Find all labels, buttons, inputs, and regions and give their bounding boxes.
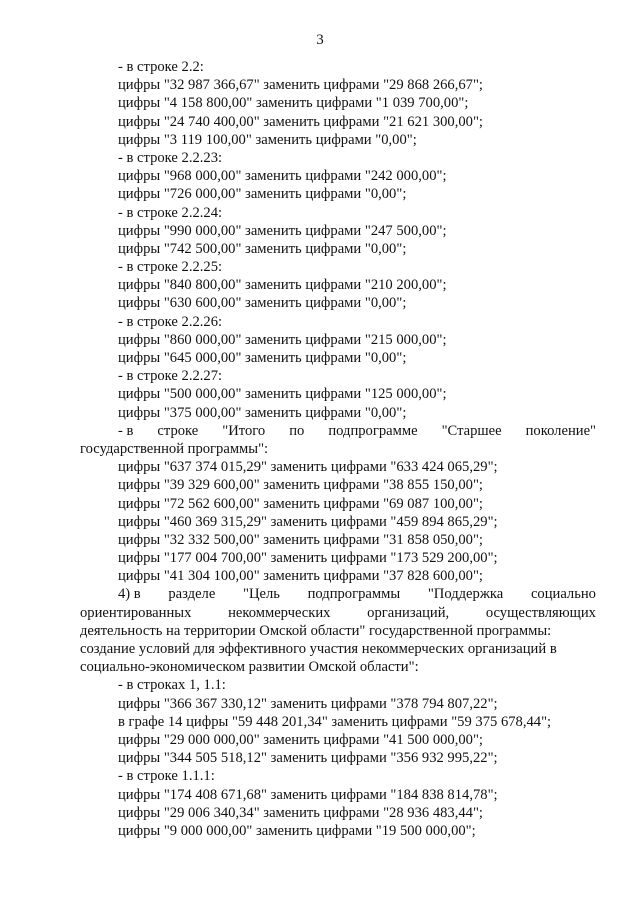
- text-line: цифры "726 000,00" заменить цифрами "0,00";: [118, 186, 407, 203]
- text-line: цифры "39 329 600,00" заменить цифрами "38 855 150,00";: [118, 477, 483, 494]
- word: некоммерческих: [228, 604, 331, 621]
- text-line: цифры "637 374 015,29" заменить цифрами "633 424 065,29";: [118, 459, 498, 476]
- page-number: 3: [316, 32, 324, 48]
- document-body: [80, 58, 596, 840]
- text-line: цифры "630 600,00" заменить цифрами "0,00";: [118, 295, 407, 312]
- section4-line-5: социально-экономическом развитии Омской области":: [80, 659, 419, 676]
- word: "Итого: [222, 422, 266, 439]
- section4-line-3: деятельность на территории Омской области" государственной программы:: [80, 622, 552, 639]
- word: 4) в: [118, 586, 141, 603]
- text-line: цифры "24 740 400,00" заменить цифрами "21 621 300,00";: [118, 113, 483, 130]
- word: ориентированных: [80, 604, 192, 621]
- text-line: цифры "72 562 600,00" заменить цифрами "69 087 100,00";: [118, 495, 483, 512]
- text-line: цифры "41 304 100,00" заменить цифрами "37 828 600,00";: [118, 568, 483, 585]
- text-line: цифры "32 332 500,00" заменить цифрами "31 858 050,00";: [118, 531, 483, 548]
- text-line: цифры "990 000,00" заменить цифрами "247 500,00";: [118, 222, 447, 239]
- text-line: - в строке 2.2.25:: [118, 259, 223, 276]
- text-line: цифры "177 004 700,00" заменить цифрами "173 529 200,00";: [118, 550, 498, 567]
- word: - в: [118, 422, 134, 439]
- text-line: - в строках 1, 1.1:: [118, 677, 226, 694]
- word: социально: [530, 586, 596, 603]
- word: строке: [157, 422, 199, 439]
- itogo-line-2: государственной программы":: [80, 440, 269, 457]
- word: разделе: [168, 586, 216, 603]
- section4-line-4: создание условий для эффективного участия некоммерческих организаций в: [80, 641, 557, 657]
- word: "Старшее: [441, 422, 502, 439]
- text-line: цифры "29 000 000,00" заменить цифрами "41 500 000,00";: [118, 731, 483, 748]
- word: "Поддержка: [427, 586, 504, 603]
- text-line: в графе 14 цифры "59 448 201,34" заменить цифрами "59 375 678,44";: [118, 713, 552, 730]
- text-line: цифры "9 000 000,00" заменить цифрами "19 500 000,00";: [118, 822, 476, 839]
- word: подпрограмме: [328, 422, 418, 439]
- text-line: - в строке 2.2:: [118, 59, 204, 75]
- text-line: цифры "344 505 518,12" заменить цифрами "356 932 995,22";: [118, 750, 498, 767]
- text-line: цифры "860 000,00" заменить цифрами "215 000,00";: [118, 331, 447, 348]
- text-line: цифры "366 367 330,12" заменить цифрами "378 794 807,22";: [118, 695, 498, 712]
- text-line: цифры "375 000,00" заменить цифрами "0,00";: [118, 404, 407, 421]
- text-line: - в строке 2.2.23:: [118, 149, 223, 166]
- text-line: цифры "968 000,00" заменить цифрами "242 000,00";: [118, 168, 447, 185]
- text-line: - в строке 2.2.26:: [118, 313, 223, 330]
- text-line: цифры "742 500,00" заменить цифрами "0,00";: [118, 240, 407, 257]
- word: подпрограммы: [307, 586, 401, 603]
- word: организаций,: [367, 604, 450, 621]
- word: поколение": [525, 422, 596, 439]
- text-line: цифры "174 408 671,68" заменить цифрами "184 838 814,78";: [118, 786, 498, 803]
- text-line: цифры "500 000,00" заменить цифрами "125 000,00";: [118, 386, 447, 403]
- text-line: - в строке 2.2.27:: [118, 368, 223, 385]
- word: "Цель: [243, 586, 280, 603]
- text-line: цифры "3 119 100,00" заменить цифрами "0,00";: [118, 131, 417, 148]
- text-line: цифры "4 158 800,00" заменить цифрами "1 039 700,00";: [118, 95, 469, 112]
- word: по: [289, 422, 305, 439]
- text-line: цифры "29 006 340,34" заменить цифрами "28 936 483,44";: [118, 804, 483, 821]
- text-line: цифры "32 987 366,67" заменить цифрами "29 868 266,67";: [118, 77, 483, 94]
- text-line: цифры "645 000,00" заменить цифрами "0,00";: [118, 350, 407, 366]
- text-line: - в строке 1.1.1:: [118, 768, 215, 785]
- text-line: цифры "460 369 315,29" заменить цифрами "459 894 865,29";: [118, 513, 498, 530]
- section4-line-2: [80, 604, 596, 622]
- text-line: цифры "840 800,00" заменить цифрами "210 200,00";: [118, 277, 447, 294]
- itogo-line-1: [118, 422, 596, 440]
- text-line: - в строке 2.2.24:: [118, 204, 223, 221]
- section4-line-1: [118, 585, 596, 603]
- word: осуществляющих: [485, 604, 596, 621]
